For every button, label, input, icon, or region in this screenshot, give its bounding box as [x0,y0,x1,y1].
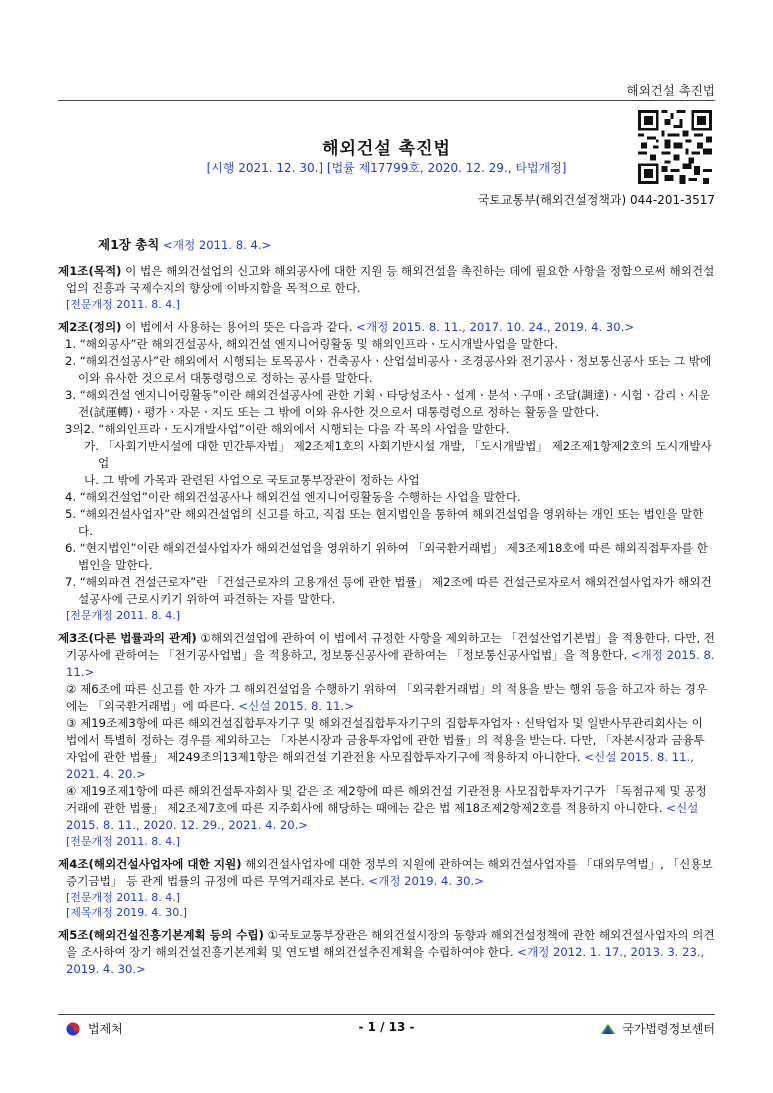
article-3 [58,630,715,849]
article-2-item-4: 4. “해외건설업”이란 해외건설공사나 해외건설 엔지니어링활동을 수행하는 사업을 말한다. [65,490,521,504]
article-3-p4-amend: <신설 2015. 8. 11., 2020. 12. 29., 2021. 4. 20.> [66,801,699,832]
article-2-item-3-2: 3의2. “해외인프라ㆍ도시개발사업”이란 해외에서 시행되는 다음 각 목의 사업을 말한다. [65,422,510,436]
article-3-p1-amend: <개정 2015. 8. 11.> [66,648,715,679]
article-2-subitem-ga: 가. 「사회기반시설에 대한 민간투자법」 제2조제1호의 사회기반시설 개발, 「도시개발법」 제2조제1항제2호의 도시개발사업 [84,439,712,470]
article-1 [58,263,715,312]
article-3-p2-amend: <신설 2015. 8. 11.> [238,699,354,713]
article-1-heading: 제1조(목적) [58,264,122,278]
article-2-heading: 제2조(정의) [58,320,122,334]
chapter-amend: <개정 2011. 8. 4.> [163,238,272,252]
article-5-amend: <개정 2012. 1. 17., 2013. 3. 23., 2019. 4. 30.> [66,945,705,976]
law-center-logo-icon [600,1022,616,1036]
article-4-note-2: [제목개정 2019. 4. 30.] [66,906,188,919]
article-2-subitem-na: 나. 그 밖에 가목과 관련된 사업으로 국토교통부장관이 정하는 사업 [84,473,420,487]
article-4-note-1: [전문개정 2011. 8. 4.] [66,891,181,904]
footer-org: 법제처 [88,1022,123,1036]
article-3-p1: ①해외건설업에 관하여 이 법에서 규정한 사항을 제외하고는 「건설산업기본법」을 적용한다. 다만, 전기공사에 관하여는 「전기공사업법」을 적용하고, 정보통신공사에 관하여는 「정보통신공사업법」을 적용한다. [66,631,716,662]
article-1-note: [전문개정 2011. 8. 4.] [66,298,181,311]
article-2-item-6: 6. “현지법인”이란 해외건설사업자가 해외건설업을 영위하기 위하여 「외국환거래법」 제3조제18호에 따른 해외직접투자를 한 법인을 말한다. [65,541,708,572]
article-3-heading: 제3조(다른 법률과의 관계) [58,631,197,645]
article-2 [58,319,715,623]
footer-source: 국가법령정보센터 [622,1022,715,1036]
article-3-p4: ④ 제19조제1항에 따른 해외건설투자회사 및 같은 조 제2항에 따른 해외건설 기관전용 사모집합투자기구가 「독점규제 및 공정거래에 관한 법률」 제2조제7호에 따른 지주회사에 해당하는 때에는 같은 법 제18조제2항제2호를 적용하지 아니한다. [66,784,707,815]
article-4-text: 해외건설사업자에 대한 정부의 지원에 관하여는 해외건설사업자를 「대외무역법」, 「신용보증기금법」 등 관계 법률의 규정에 따른 무역거래자로 본다. [66,857,713,888]
article-3-p3: ③ 제19조제3항에 따른 해외건설집합투자기구 및 해외건설집합투자기구의 집합투자업자ㆍ신탁업자 및 일반사무관리회사는 이 법에서 특별히 정하는 경우를 제외하고는 「자본시장과 금융투자업에 관한 법률」의 적용을 받는다. 다만, 「자본시장과 금융투자업에 관한 법률」 제249조의13제1항은 해외건설 기관전용 사모집합투자기구에 적용하지 아니한다. [66,716,705,764]
law-title: 해외건설 촉진법 [322,139,451,159]
article-4-amend: <개정 2019. 4. 30.> [368,874,484,888]
article-2-item-2: 2. “해외건설공사”란 해외에서 시행되는 토목공사ㆍ건축공사ㆍ산업설비공사ㆍ조경공사와 전기공사ㆍ정보통신공사 또는 그 밖에 이와 유사한 것으로서 대통령령으로 정하는 공사를 말한다. [65,354,712,385]
chapter-label: 제1장 총칙 [98,237,160,252]
article-3-p2: ② 제6조에 따른 신고를 한 자가 그 해외건설업을 수행하기 위하여 「외국환거래법」의 적용을 받는 행위 등을 하고자 하는 경우에는 「외국환거래법」에 따른다. [66,682,708,713]
page-number: - 1 / 13 - [358,1020,415,1034]
footer-divider [58,1014,715,1015]
footer-right [600,1020,715,1037]
ministry-contact: 국토교통부(해외건설정책과) 044-201-3517 [477,193,715,207]
running-title: 해외건설 촉진법 [626,83,715,98]
article-2-item-7: 7. “해외파견 건설근로자”란 「건설근로자의 고용개선 등에 관한 법률」 제2조에 따른 건설근로자로서 해외건설사업자가 해외건설공사에 근로시키기 위하여 파견하는 자를 말한다. [65,575,712,606]
header-divider [58,100,715,101]
law-body [58,236,715,985]
chapter-heading [58,236,715,254]
article-2-amend: <개정 2015. 8. 11., 2017. 10. 24., 2019. 4. 30.> [356,320,635,334]
article-4-heading: 제4조(해외건설사업자에 대한 지원) [58,857,242,871]
article-2-note: [전문개정 2011. 8. 4.] [66,609,181,622]
article-5 [58,927,715,978]
article-1-text: 이 법은 해외건설업의 신고와 해외공사에 대한 지원 등 해외건설을 촉진하는 데에 필요한 사항을 정함으로써 해외건설업의 진흥과 국제수지의 향상에 이바지함을 목적으로 한다. [66,264,715,295]
article-3-p3-amend: <신설 2015. 8. 11., 2021. 4. 20.> [66,750,694,781]
enforcement-info: [시행 2021. 12. 30.] [법률 제17799호, 2020. 12. 29., 타법개정] [206,161,567,175]
article-3-note: [전문개정 2011. 8. 4.] [66,835,181,848]
article-2-item-1: 1. “해외공사”란 해외건설공사, 해외건설 엔지니어링활동 및 해외인프라ㆍ도시개발사업을 말한다. [65,337,559,351]
article-5-heading: 제5조(해외건설진흥기본계획 등의 수립) [58,928,264,942]
article-2-text: 이 법에서 사용하는 용어의 뜻은 다음과 같다. [121,320,357,334]
article-2-item-3: 3. “해외건설 엔지니어링활동”이란 해외건설공사에 관한 기획ㆍ타당성조사ㆍ설계ㆍ분석ㆍ구매ㆍ조달(調達)ㆍ시험ㆍ감리ㆍ시운전(試運轉)ㆍ평가ㆍ자문ㆍ지도 또는 그 밖에 이와 유사한 것으로서 대통령령으로 정하는 활동을 말한다. [65,388,710,419]
article-5-text: ①국토교통부장관은 해외건설시장의 동향과 해외건설정책에 관한 해외건설사업자의 의견을 조사하여 장기 해외건설진흥기본계획 및 연도별 해외건설추진계획을 수립하여야 한다. [66,928,715,959]
article-2-item-5: 5. “해외건설사업자”란 해외건설업의 신고를 하고, 직접 또는 현지법인을 통하여 해외건설업을 영위하는 개인 또는 법인을 말한다. [65,507,704,538]
article-4 [58,856,715,920]
